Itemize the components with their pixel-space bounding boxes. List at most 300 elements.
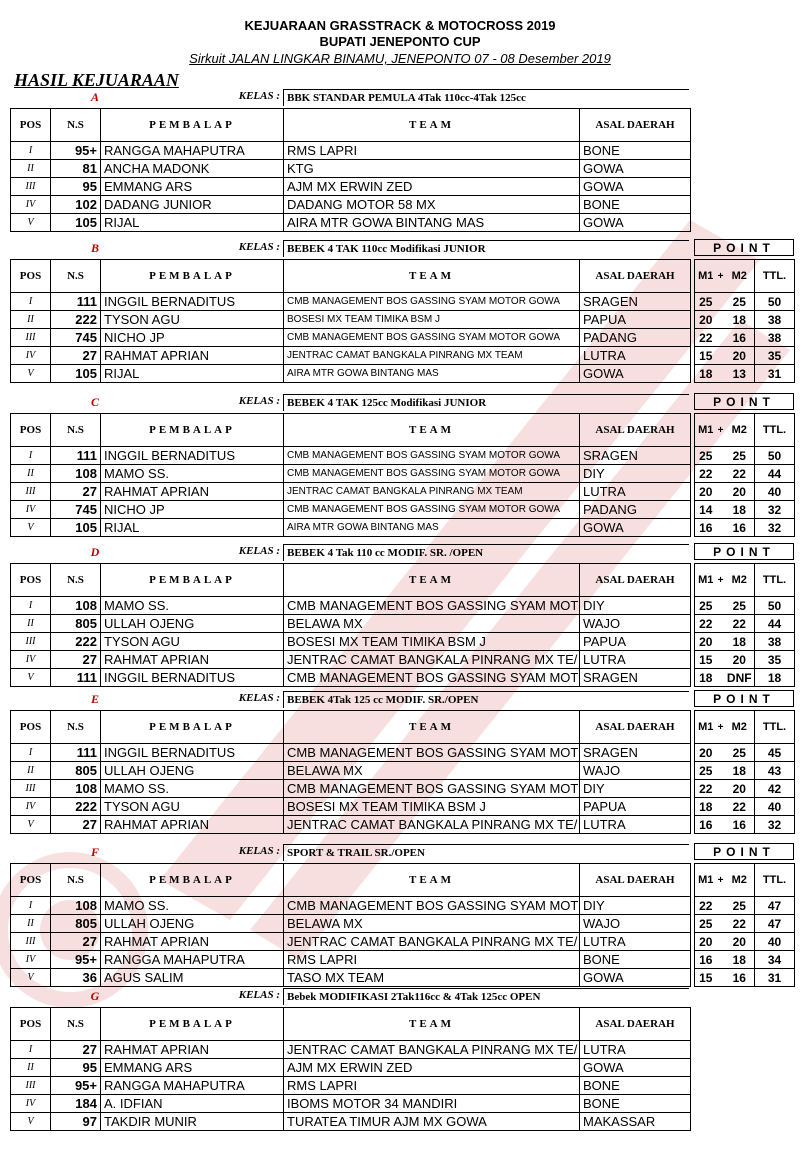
points-panel [694,843,794,987]
ttl-cell: 18 [755,669,795,687]
points-row [695,816,795,834]
team-cell: TURATEA TIMUR AJM MX GOWA [284,1113,580,1131]
section-header [10,88,800,108]
points-row [695,311,795,329]
section-header [10,843,800,863]
plus-cell [717,669,725,687]
m1-cell: 25 [695,293,717,311]
ns-cell: 105 [51,519,101,537]
table-header-row [11,564,691,597]
col-ttl: TTL. [755,711,795,744]
ns-cell: 27 [51,1041,101,1059]
asal-cell: BONE [580,1077,691,1095]
m2-cell: 25 [725,744,755,762]
col-plus: + [717,711,725,744]
asal-cell: DIY [580,780,691,798]
table-row [11,160,691,178]
class-name: BEBEK 4Tak 125 cc MODIF. SR./OPEN [283,691,689,708]
asal-cell: BONE [580,951,691,969]
points-row [695,501,795,519]
ns-cell: 184 [51,1095,101,1113]
col-ns: N.S [51,109,101,142]
table-row [11,214,691,232]
m1-cell: 20 [695,933,717,951]
col-plus: + [717,260,725,293]
m2-cell: 25 [725,597,755,615]
col-m2: M2 [725,260,755,293]
col-asal: ASAL DAERAH [580,711,691,744]
pos-cell: II [11,615,51,633]
rider-cell: ANCHA MADONK [101,160,284,178]
points-row [695,762,795,780]
col-ns: N.S [51,711,101,744]
team-cell: RMS LAPRI [284,1077,580,1095]
asal-cell: WAJO [580,915,691,933]
rider-cell: MAMO SS. [101,780,284,798]
col-m1: M1 [695,564,717,597]
rider-cell: TYSON AGU [101,798,284,816]
m1-cell: 16 [695,951,717,969]
col-team: TEAM [284,864,580,897]
header-subtitle: BUPATI JENEPONTO CUP [319,34,481,49]
col-ns: N.S [51,414,101,447]
table-row [11,897,691,915]
points-row [695,293,795,311]
points-row [695,519,795,537]
points-row [695,347,795,365]
points-row [695,483,795,501]
m1-cell: 22 [695,615,717,633]
asal-cell: SRAGEN [580,293,691,311]
m2-cell: 18 [725,633,755,651]
m2-cell: 20 [725,651,755,669]
team-cell: CMB MANAGEMENT BOS GASSING SYAM MOT [284,744,580,762]
table-row [11,178,691,196]
col-m2: M2 [725,414,755,447]
plus-cell [717,651,725,669]
points-row [695,933,795,951]
ns-cell: 102 [51,196,101,214]
kelas-label: KELAS : [238,845,280,857]
team-cell: KTG [284,160,580,178]
ns-cell: 108 [51,597,101,615]
section-letter: C [90,395,99,409]
m2-cell: 22 [725,798,755,816]
class-name: BEBEK 4 TAK 125cc Modifikasi JUNIOR [283,394,689,411]
pos-cell: I [11,744,51,762]
col-pos: POS [11,260,51,293]
points-row [695,615,795,633]
pos-cell: II [11,160,51,178]
m1-cell: 14 [695,501,717,519]
col-m2: M2 [725,711,755,744]
points-panel [694,543,794,687]
section-letter: F [90,845,99,859]
point-header: POINT [694,543,794,560]
rider-cell: INGGIL BERNADITUS [101,293,284,311]
table-header-row [11,1008,691,1041]
m1-cell: 25 [695,597,717,615]
section-b [10,239,800,383]
asal-cell: DIY [580,597,691,615]
asal-cell: BONE [580,1095,691,1113]
m1-cell: 15 [695,347,717,365]
ttl-cell: 38 [755,633,795,651]
rider-cell: TYSON AGU [101,311,284,329]
asal-cell: WAJO [580,615,691,633]
team-cell: AIRA MTR GOWA BINTANG MAS [284,365,580,383]
col-plus: + [717,864,725,897]
plus-cell [717,744,725,762]
pos-cell: I [11,1041,51,1059]
section-letter: G [90,989,100,1003]
pos-cell: I [11,897,51,915]
rider-cell: NICHO JP [101,501,284,519]
m2-cell: 18 [725,501,755,519]
team-cell: RMS LAPRI [284,142,580,160]
rider-cell: ULLAH OJENG [101,615,284,633]
section-g [10,987,800,1131]
team-cell: CMB MANAGEMENT BOS GASSING SYAM MOTOR GOWA [284,501,580,519]
ttl-cell: 40 [755,798,795,816]
ns-cell: 81 [51,160,101,178]
asal-cell: WAJO [580,762,691,780]
col-pembalap: PEMBALAP [101,109,284,142]
col-pembalap: PEMBALAP [101,414,284,447]
col-team: TEAM [284,109,580,142]
plus-cell [717,951,725,969]
col-ns: N.S [51,564,101,597]
ns-cell: 222 [51,798,101,816]
asal-cell: PAPUA [580,311,691,329]
table-row [11,1077,691,1095]
kelas-label: KELAS : [238,241,280,253]
ttl-cell: 32 [755,816,795,834]
pos-cell: IV [11,1095,51,1113]
asal-cell: PADANG [580,501,691,519]
team-cell: BELAWA MX [284,762,580,780]
rider-cell: INGGIL BERNADITUS [101,744,284,762]
col-pembalap: PEMBALAP [101,564,284,597]
plus-cell [717,365,725,383]
table-row [11,465,691,483]
table-row [11,969,691,987]
team-cell: BOSESI MX TEAM TIMIKA BSM J [284,311,580,329]
rider-cell: TYSON AGU [101,633,284,651]
col-pos: POS [11,1008,51,1041]
ttl-cell: 32 [755,501,795,519]
m1-cell: 20 [695,483,717,501]
plus-cell [717,483,725,501]
team-cell: RMS LAPRI [284,951,580,969]
ns-cell: 111 [51,669,101,687]
pos-cell: II [11,311,51,329]
m2-cell: 13 [725,365,755,383]
table-row [11,293,691,311]
col-ttl: TTL. [755,414,795,447]
pos-cell: III [11,780,51,798]
asal-cell: MAKASSAR [580,1113,691,1131]
col-ttl: TTL. [755,864,795,897]
team-cell: CMB MANAGEMENT BOS GASSING SYAM MOTOR GOWA [284,293,580,311]
col-asal: ASAL DAERAH [580,564,691,597]
ns-cell: 108 [51,780,101,798]
team-cell: CMB MANAGEMENT BOS GASSING SYAM MOTOR GOWA [284,329,580,347]
m2-cell: 20 [725,483,755,501]
col-team: TEAM [284,260,580,293]
ttl-cell: 45 [755,744,795,762]
col-asal: ASAL DAERAH [580,109,691,142]
plus-cell [717,311,725,329]
asal-cell: DIY [580,465,691,483]
pos-cell: I [11,597,51,615]
rider-cell: RAHMAT APRIAN [101,1041,284,1059]
table-row [11,365,691,383]
team-cell: IBOMS MOTOR 34 MANDIRI [284,1095,580,1113]
venue-text: Sirkuit JALAN LINGKAR BINAMU, JENEPONTO 07 - 08 Desember 2019 [189,51,611,66]
team-cell: CMB MANAGEMENT BOS GASSING SYAM MOT [284,597,580,615]
kelas-label: KELAS : [238,395,280,407]
ns-cell: 105 [51,365,101,383]
m2-cell: 18 [725,311,755,329]
asal-cell: GOWA [580,519,691,537]
asal-cell: LUTRA [580,933,691,951]
col-team: TEAM [284,1008,580,1041]
results-table [10,863,691,987]
asal-cell: LUTRA [580,651,691,669]
m1-cell: 25 [695,447,717,465]
m2-cell: 25 [725,897,755,915]
plus-cell [717,465,725,483]
ns-cell: 97 [51,1113,101,1131]
plus-cell [717,447,725,465]
table-row [11,447,691,465]
points-row [695,633,795,651]
pos-cell: I [11,293,51,311]
col-plus: + [717,564,725,597]
m1-cell: 22 [695,780,717,798]
col-plus: + [717,414,725,447]
col-pos: POS [11,414,51,447]
table-row [11,744,691,762]
plus-cell [717,347,725,365]
col-m1: M1 [695,711,717,744]
table-row [11,798,691,816]
ns-cell: 222 [51,633,101,651]
points-table [694,413,795,537]
kelas-label: KELAS : [238,90,280,102]
points-header-row [695,260,795,293]
section-header [10,239,800,259]
team-cell: AIRA MTR GOWA BINTANG MAS [284,214,580,232]
section-letter: D [90,545,100,559]
m1-cell: 20 [695,311,717,329]
asal-cell: GOWA [580,160,691,178]
team-cell: DADANG MOTOR 58 MX [284,196,580,214]
pos-cell: III [11,483,51,501]
results-table [10,259,691,383]
ttl-cell: 50 [755,447,795,465]
rider-cell: RIJAL [101,519,284,537]
plus-cell [717,897,725,915]
col-m1: M1 [695,864,717,897]
table-row [11,633,691,651]
pos-cell: II [11,1059,51,1077]
pos-cell: IV [11,347,51,365]
ttl-cell: 47 [755,915,795,933]
plus-cell [717,933,725,951]
ttl-cell: 40 [755,483,795,501]
m2-cell: 20 [725,933,755,951]
m1-cell: 15 [695,969,717,987]
team-cell: JENTRAC CAMAT BANGKALA PINRANG MX TE/ [284,933,580,951]
plus-cell [717,762,725,780]
asal-cell: SRAGEN [580,744,691,762]
pos-cell: IV [11,196,51,214]
ns-cell: 27 [51,483,101,501]
section-c [10,393,800,537]
m2-cell: 25 [725,447,755,465]
ns-cell: 95+ [51,951,101,969]
point-header: POINT [694,843,794,860]
team-cell: BELAWA MX [284,915,580,933]
point-header: POINT [694,393,794,410]
table-row [11,951,691,969]
pos-cell: V [11,816,51,834]
points-row [695,365,795,383]
team-cell: CMB MANAGEMENT BOS GASSING SYAM MOT [284,897,580,915]
m1-cell: 25 [695,915,717,933]
class-name: BEBEK 4 TAK 110cc Modifikasi JUNIOR [283,240,689,257]
ttl-cell: 35 [755,651,795,669]
ns-cell: 111 [51,744,101,762]
header-venue [0,51,800,66]
points-panel [694,239,794,383]
table-header-row [11,260,691,293]
plus-cell [717,915,725,933]
asal-cell: PAPUA [580,633,691,651]
ttl-cell: 38 [755,329,795,347]
asal-cell: SRAGEN [580,669,691,687]
m2-cell: 18 [725,951,755,969]
table-row [11,1113,691,1131]
results-table [10,710,691,834]
m2-cell: 20 [725,780,755,798]
points-row [695,651,795,669]
rider-cell: INGGIL BERNADITUS [101,669,284,687]
pos-cell: III [11,329,51,347]
pos-cell: V [11,519,51,537]
kelas-label: KELAS : [238,989,280,1001]
points-row [695,669,795,687]
ttl-cell: 50 [755,597,795,615]
col-asal: ASAL DAERAH [580,864,691,897]
team-cell: CMB MANAGEMENT BOS GASSING SYAM MOTOR GOWA [284,447,580,465]
rider-cell: RIJAL [101,365,284,383]
table-row [11,1041,691,1059]
ns-cell: 95+ [51,142,101,160]
team-cell: BOSESI MX TEAM TIMIKA BSM J [284,633,580,651]
points-row [695,597,795,615]
results-table [10,563,691,687]
col-ns: N.S [51,260,101,293]
col-m2: M2 [725,864,755,897]
m1-cell: 22 [695,897,717,915]
table-row [11,483,691,501]
class-name: Bebek MODIFIKASI 2Tak116cc & 4Tak 125cc OPEN [283,988,689,1005]
ttl-cell: 31 [755,969,795,987]
table-row [11,311,691,329]
section-letter: E [90,692,99,706]
pos-cell: II [11,762,51,780]
points-table [694,259,795,383]
pos-cell: V [11,1113,51,1131]
table-row [11,142,691,160]
team-cell: TASO MX TEAM [284,969,580,987]
points-header-row [695,414,795,447]
team-cell: JENTRAC CAMAT BANGKALA PINRANG MX TEAM [284,483,580,501]
table-row [11,597,691,615]
points-header-row [695,711,795,744]
col-pos: POS [11,109,51,142]
col-m2: M2 [725,564,755,597]
ns-cell: 108 [51,897,101,915]
pos-cell: IV [11,798,51,816]
team-cell: JENTRAC CAMAT BANGKALA PINRANG MX TEAM [284,347,580,365]
points-table [694,863,795,987]
plus-cell [717,615,725,633]
table-row [11,816,691,834]
section-header [10,543,800,563]
rider-cell: RAHMAT APRIAN [101,483,284,501]
section-header [10,393,800,413]
ns-cell: 745 [51,329,101,347]
ttl-cell: 40 [755,933,795,951]
col-asal: ASAL DAERAH [580,1008,691,1041]
ttl-cell: 44 [755,615,795,633]
rider-cell: RAHMAT APRIAN [101,347,284,365]
m1-cell: 20 [695,744,717,762]
table-row [11,1059,691,1077]
m1-cell: 25 [695,762,717,780]
col-m1: M1 [695,414,717,447]
results-table [10,108,691,232]
points-row [695,329,795,347]
team-cell: BOSESI MX TEAM TIMIKA BSM J [284,798,580,816]
pos-cell: II [11,465,51,483]
section-letter: B [90,241,99,255]
class-name: BEBEK 4 Tak 110 cc MODIF. SR. /OPEN [283,544,689,561]
pos-cell: V [11,365,51,383]
table-row [11,933,691,951]
points-row [695,798,795,816]
points-panel [694,690,794,834]
table-header-row [11,109,691,142]
rider-cell: INGGIL BERNADITUS [101,447,284,465]
table-header-row [11,864,691,897]
ns-cell: 805 [51,915,101,933]
table-row [11,615,691,633]
m2-cell: 20 [725,347,755,365]
pos-cell: I [11,142,51,160]
rider-cell: DADANG JUNIOR [101,196,284,214]
col-team: TEAM [284,564,580,597]
team-cell: AJM MX ERWIN ZED [284,178,580,196]
m1-cell: 20 [695,633,717,651]
section-e [10,690,800,834]
asal-cell: PADANG [580,329,691,347]
col-team: TEAM [284,711,580,744]
